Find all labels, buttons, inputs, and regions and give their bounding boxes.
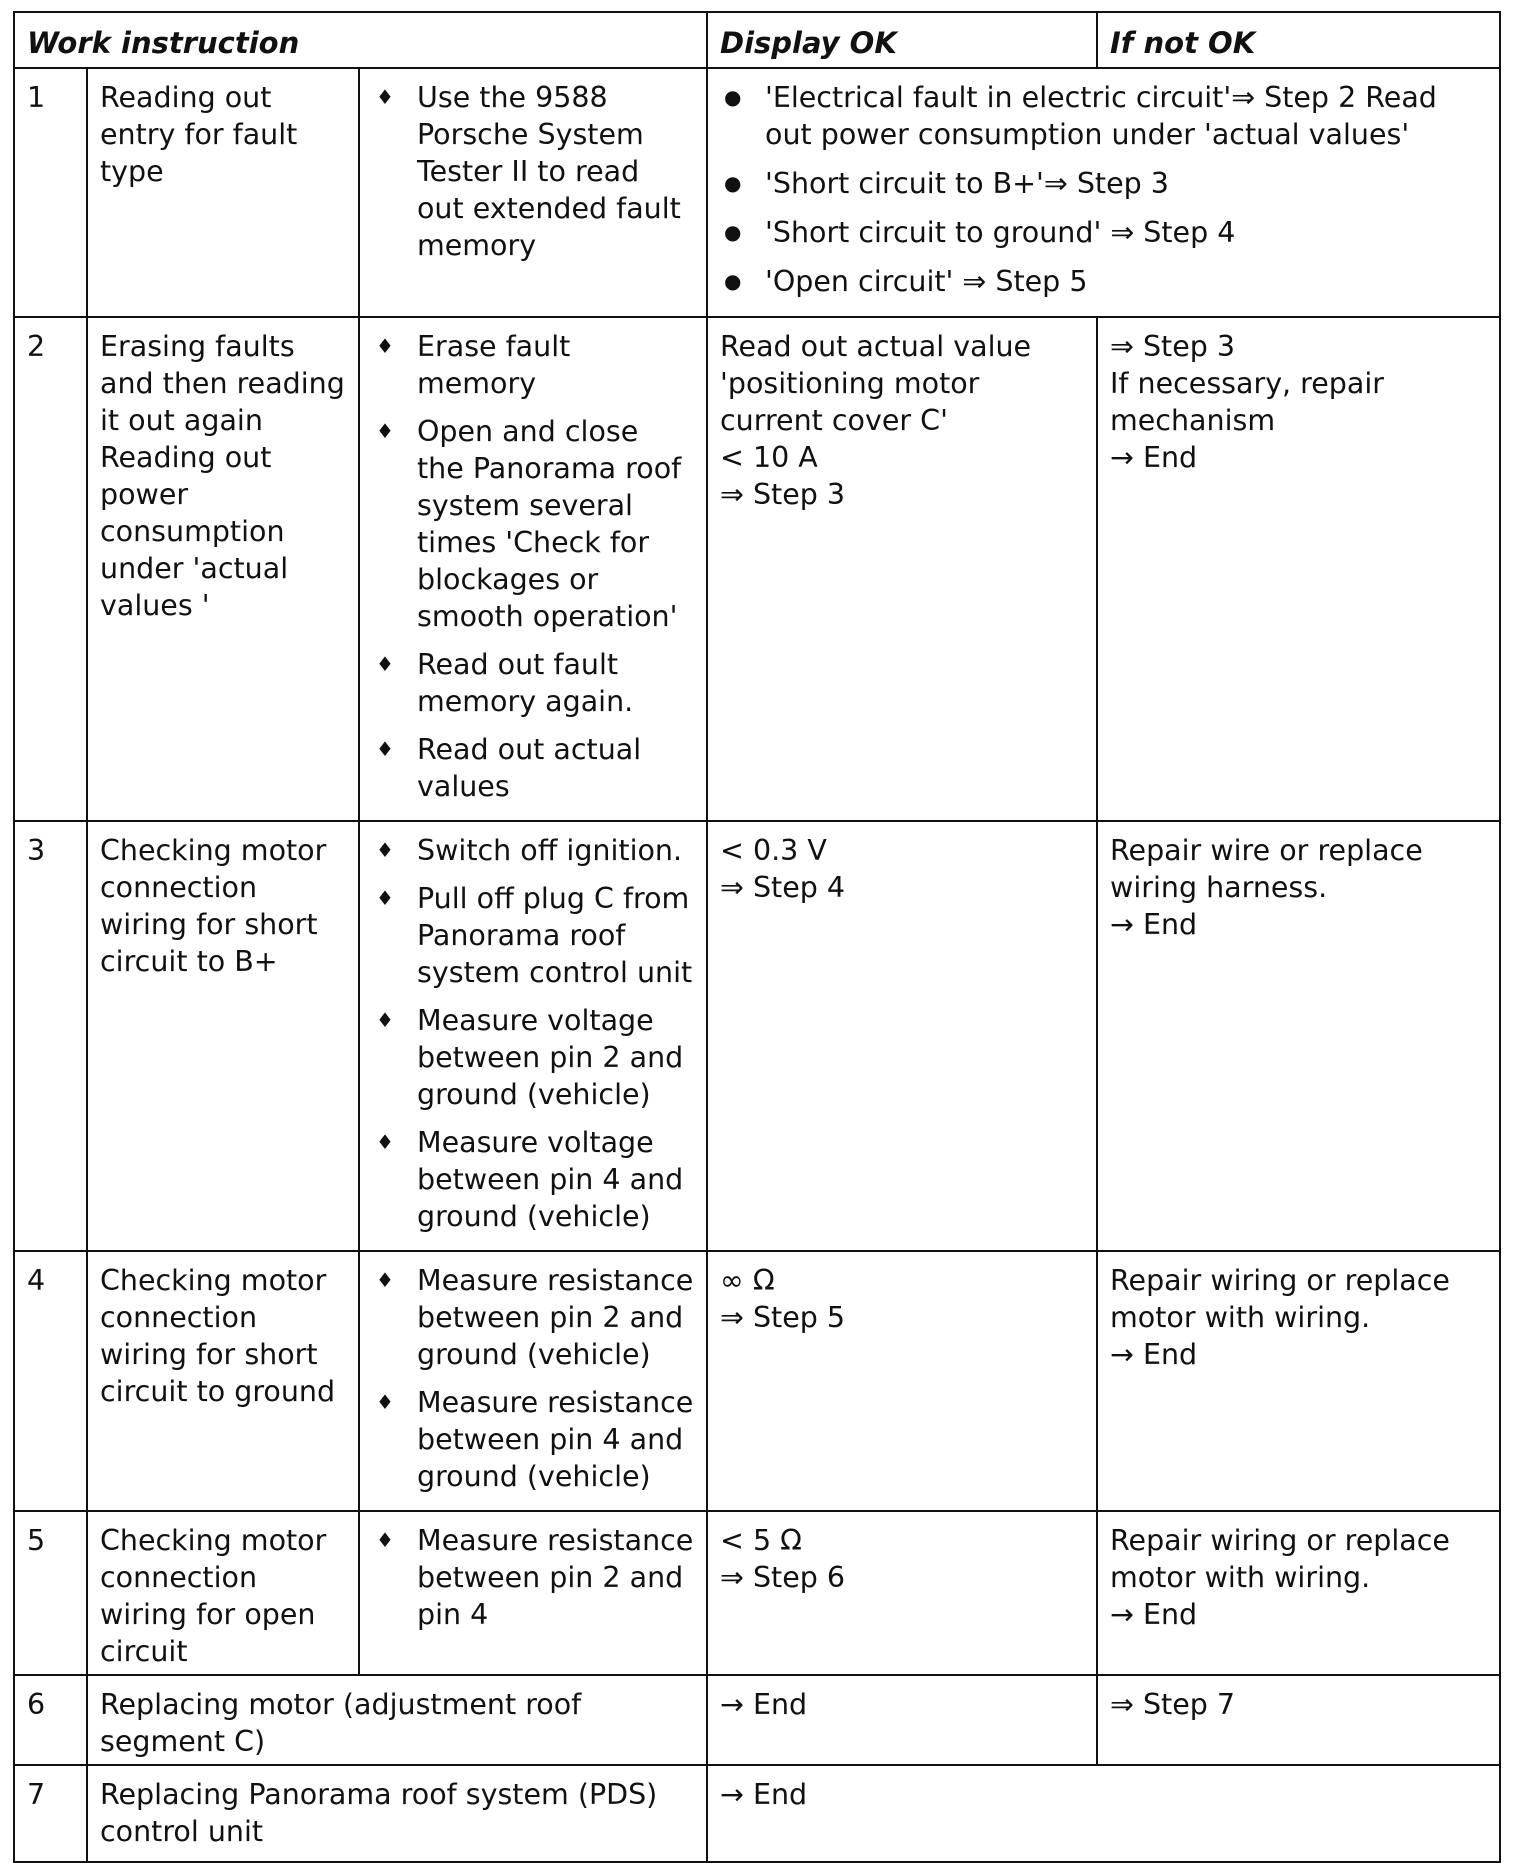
table-row xyxy=(14,1675,1500,1765)
display-ok-line: ∞ Ω xyxy=(720,1264,775,1297)
table-row xyxy=(14,317,1500,821)
action-item: ♦ Measure resistance between pin 4 and ground (vehicle) xyxy=(372,1384,694,1495)
fault-type-item: ● 'Short circuit to B+'⇒ Step 3 xyxy=(720,165,1487,202)
step-title: Reading out entry for fault type xyxy=(87,68,359,317)
display-ok-line: ⇒ Step 6 xyxy=(720,1561,846,1594)
step-actions xyxy=(359,1511,707,1675)
if-not-ok-line: → End xyxy=(1110,441,1198,474)
step-title xyxy=(87,317,359,821)
display-ok-cell xyxy=(707,317,1097,821)
step-number: 7 xyxy=(14,1765,87,1862)
step-number: 1 xyxy=(14,68,87,317)
step-title: Checking motor connection wiring for short circuit to ground xyxy=(87,1251,359,1511)
display-ok-cell xyxy=(707,1511,1097,1675)
display-ok-cell: → End xyxy=(707,1765,1500,1862)
display-ok-line: ⇒ Step 3 xyxy=(720,478,846,511)
if-not-ok-cell: ⇒ Step 7 xyxy=(1097,1675,1500,1765)
table-row xyxy=(14,1251,1500,1511)
display-ok-cell xyxy=(707,1251,1097,1511)
step-title-line: Erasing faults and then reading it out again xyxy=(100,330,345,437)
display-ok-line: ⇒ Step 4 xyxy=(720,871,846,904)
header-work-instruction: Work instruction xyxy=(14,12,707,68)
if-not-ok-line: Repair wire or replace wiring harness. xyxy=(1110,834,1423,904)
if-not-ok-cell xyxy=(1097,317,1500,821)
step-number: 4 xyxy=(14,1251,87,1511)
if-not-ok-line: Repair wiring or replace motor with wiring. xyxy=(1110,1524,1450,1594)
display-ok-cell: → End xyxy=(707,1675,1097,1765)
action-item: ♦ Read out actual values xyxy=(372,731,694,805)
display-ok-line: Read out actual value 'positioning motor current cover C' xyxy=(720,330,1032,437)
action-item: ♦ Switch off ignition. xyxy=(372,832,694,869)
step-title: Checking motor connection wiring for short circuit to B+ xyxy=(87,821,359,1251)
step-number: 5 xyxy=(14,1511,87,1675)
if-not-ok-line: ⇒ Step 3 xyxy=(1110,330,1236,363)
action-item: ♦ Pull off plug C from Panorama roof system control unit xyxy=(372,880,694,991)
action-item: ♦ Erase fault memory xyxy=(372,328,694,402)
action-item: ♦ Measure voltage between pin 2 and ground (vehicle) xyxy=(372,1002,694,1113)
step-title: Checking motor connection wiring for open circuit xyxy=(87,1511,359,1675)
display-ok-line: < 0.3 V xyxy=(720,834,827,867)
table-row xyxy=(14,68,1500,317)
if-not-ok-cell xyxy=(1097,1251,1500,1511)
fault-type-item: ● 'Electrical fault in electric circuit'⇒ Step 2 Read out power consumption under 'actual values' xyxy=(720,79,1487,153)
step-number: 6 xyxy=(14,1675,87,1765)
header-display-ok: Display OK xyxy=(707,12,1097,68)
if-not-ok-line: → End xyxy=(1110,1338,1198,1371)
step-actions xyxy=(359,1251,707,1511)
header-if-not-ok: If not OK xyxy=(1097,12,1500,68)
table-row xyxy=(14,1511,1500,1675)
step-title-line: Reading out power consumption under 'actual values ' xyxy=(100,441,289,622)
if-not-ok-line: → End xyxy=(1110,908,1198,941)
display-ok-line: < 10 A xyxy=(720,441,818,474)
display-ok-cell xyxy=(707,68,1500,317)
if-not-ok-line: Repair wiring or replace motor with wiring. xyxy=(1110,1264,1450,1334)
action-item: ♦ Measure resistance between pin 2 and ground (vehicle) xyxy=(372,1262,694,1373)
step-actions xyxy=(359,821,707,1251)
if-not-ok-cell xyxy=(1097,1511,1500,1675)
if-not-ok-line: → End xyxy=(1110,1598,1198,1631)
fault-type-item: ● 'Open circuit' ⇒ Step 5 xyxy=(720,263,1487,300)
step-title: Replacing Panorama roof system (PDS) control unit xyxy=(87,1765,707,1862)
display-ok-line: < 5 Ω xyxy=(720,1524,802,1557)
step-actions xyxy=(359,68,707,317)
step-title: Replacing motor (adjustment roof segment C) xyxy=(87,1675,707,1765)
display-ok-line: ⇒ Step 5 xyxy=(720,1301,846,1334)
table-row xyxy=(14,821,1500,1251)
step-actions xyxy=(359,317,707,821)
work-instruction-table xyxy=(13,11,1501,1863)
fault-type-item: ● 'Short circuit to ground' ⇒ Step 4 xyxy=(720,214,1487,251)
if-not-ok-line: If necessary, repair mechanism xyxy=(1110,367,1384,437)
action-item: ♦ Measure voltage between pin 4 and ground (vehicle) xyxy=(372,1124,694,1235)
display-ok-cell xyxy=(707,821,1097,1251)
step-number: 3 xyxy=(14,821,87,1251)
table-header-row xyxy=(14,12,1500,68)
action-item: ♦ Open and close the Panorama roof system several times 'Check for blockages or smooth operation' xyxy=(372,413,694,635)
table-row xyxy=(14,1765,1500,1862)
action-item: ♦ Read out fault memory again. xyxy=(372,646,694,720)
step-number: 2 xyxy=(14,317,87,821)
action-item: ♦ Use the 9588 Porsche System Tester II to read out extended fault memory xyxy=(372,79,694,264)
if-not-ok-cell xyxy=(1097,821,1500,1251)
action-item: ♦ Measure resistance between pin 2 and pin 4 xyxy=(372,1522,694,1633)
